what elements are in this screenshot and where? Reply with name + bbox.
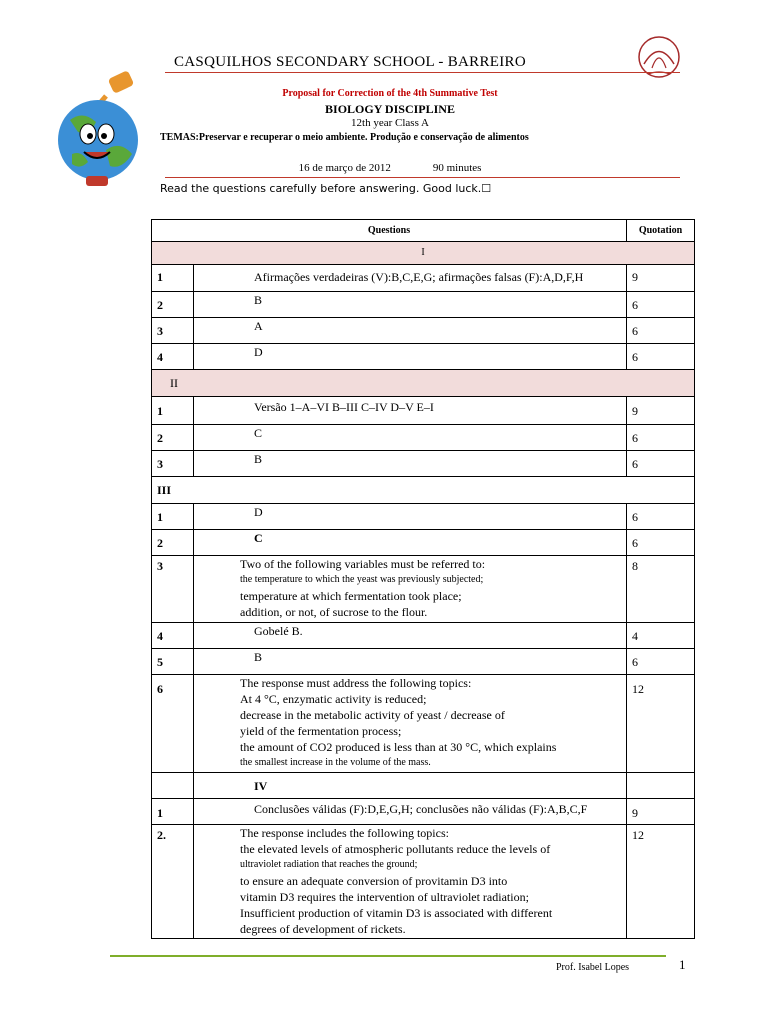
answer-text: D — [194, 504, 627, 530]
question-number: 2 — [152, 425, 194, 451]
answer-line: the amount of CO2 produced is less than at 30 °C, which explains — [240, 740, 557, 754]
test-date: 16 de março de 2012 — [298, 162, 391, 174]
table-row — [152, 556, 695, 623]
question-number: 2. — [152, 825, 194, 939]
question-number: 4 — [152, 623, 194, 649]
section-label: IV — [194, 773, 627, 799]
answer-line: the smallest increase in the volume of the mass. — [240, 757, 431, 768]
teacher-name: Prof. Isabel Lopes — [556, 962, 630, 973]
answer-text: C — [194, 530, 627, 556]
table-row — [152, 799, 695, 825]
question-number: 2 — [152, 530, 194, 556]
quotation-value: 6 — [627, 292, 695, 318]
answer-text: B — [194, 292, 627, 318]
answer-text: A — [194, 318, 627, 344]
table-row — [152, 504, 695, 530]
question-number: 3 — [152, 556, 194, 623]
test-duration: 90 minutes — [432, 162, 482, 174]
answer-line: Two of the following variables must be referred to: — [240, 557, 486, 571]
answer-line: At 4 °C, enzymatic activity is reduced; — [240, 692, 427, 706]
answer-line: The response includes the following topics: — [240, 826, 449, 840]
question-number: 3 — [152, 318, 194, 344]
answer-line: temperature at which fermentation took place; — [240, 589, 462, 603]
quotation-value: 6 — [627, 530, 695, 556]
quotation-value: 6 — [627, 649, 695, 675]
answer-text: B — [194, 451, 627, 477]
answer-line: vitamin D3 requires the intervention of ultraviolet radiation; — [240, 890, 529, 904]
answer-line: Insufficient production of vitamin D3 is associated with different — [240, 906, 553, 920]
answer-text: B — [194, 649, 627, 675]
page-number: 1 — [679, 957, 686, 972]
table-row — [152, 344, 695, 370]
answer-line: addition, or not, of sucrose to the flour. — [240, 605, 428, 619]
question-number: 3 — [152, 451, 194, 477]
table-row — [152, 425, 695, 451]
question-number: 1 — [152, 265, 194, 292]
quotation-value: 4 — [627, 623, 695, 649]
themes: TEMAS:Preservar e recuperar o meio ambiente. Produção e conservação de alimentos — [160, 132, 529, 143]
answer-line: degrees of development of rickets. — [240, 922, 406, 936]
quotation-value: 9 — [627, 265, 695, 292]
quotation-value: 8 — [627, 556, 695, 623]
quotation-value: 6 — [627, 504, 695, 530]
section-label: II — [152, 370, 695, 397]
table-row — [152, 825, 695, 939]
section-row — [152, 477, 695, 504]
school-name: CASQUILHOS SECONDARY SCHOOL - BARREIRO — [174, 54, 526, 70]
question-number: 2 — [152, 292, 194, 318]
question-number: 1 — [152, 504, 194, 530]
answer-line: decrease in the metabolic activity of yeast / decrease of — [240, 708, 505, 722]
document-subtitle: Proposal for Correction of the 4th Summative Test — [282, 88, 498, 99]
quotation-value: 9 — [627, 799, 695, 825]
answer-line: the elevated levels of atmospheric pollutants reduce the levels of — [240, 842, 551, 856]
table-row — [152, 649, 695, 675]
answer-line: The response must address the following topics: — [240, 676, 472, 690]
question-number: 6 — [152, 675, 194, 773]
footer-divider — [110, 955, 666, 957]
quotation-value: 6 — [627, 318, 695, 344]
answer-line: ultraviolet radiation that reaches the ground; — [240, 859, 418, 870]
instructions: Read the questions carefully before answering. Good luck.☐ — [160, 182, 492, 195]
section-label: III — [152, 477, 695, 504]
date-line — [110, 162, 670, 174]
discipline-title: BIOLOGY DISCIPLINE — [325, 102, 455, 116]
quotation-value: 6 — [627, 451, 695, 477]
table-row — [152, 623, 695, 649]
question-number: 5 — [152, 649, 194, 675]
answer-text: Versão 1–A–VI B–III C–IV D–V E–I — [194, 397, 627, 425]
question-number: 4 — [152, 344, 194, 370]
answer-text: Conclusões válidas (F):D,E,G,H; conclusões não válidas (F):A,B,C,F — [194, 799, 627, 825]
section-row — [152, 773, 695, 799]
table-row — [152, 265, 695, 292]
section-row — [152, 242, 695, 265]
table-row — [152, 318, 695, 344]
section-label: I — [152, 242, 695, 265]
table-row — [152, 451, 695, 477]
answer-text: Gobelé B. — [194, 623, 627, 649]
table-header-row — [152, 220, 695, 242]
section-row — [152, 370, 695, 397]
quotation-header: Quotation — [627, 220, 695, 242]
answer-line: yield of the fermentation process; — [240, 724, 402, 738]
header-divider-bottom — [165, 177, 680, 178]
questions-header: Questions — [152, 220, 627, 242]
quotation-value: 12 — [627, 825, 695, 939]
table-row — [152, 530, 695, 556]
answer-text: C — [194, 425, 627, 451]
quotation-value: 12 — [627, 675, 695, 773]
class-year: 12th year Class A — [351, 117, 429, 129]
quotation-value: 9 — [627, 397, 695, 425]
question-number: 1 — [152, 397, 194, 425]
answer-text: D — [194, 344, 627, 370]
table-row — [152, 397, 695, 425]
quotation-value: 6 — [627, 344, 695, 370]
table-row — [152, 292, 695, 318]
table-row — [152, 675, 695, 773]
answer-text: Afirmações verdadeiras (V):B,C,E,G; afirmações falsas (F):A,D,F,H — [194, 265, 627, 292]
answer-line: the temperature to which the yeast was previously subjected; — [240, 574, 484, 585]
answer-line: to ensure an adequate conversion of provitamin D3 into — [240, 874, 508, 888]
header-divider — [165, 72, 680, 73]
answer-table — [151, 219, 695, 939]
question-number: 1 — [152, 799, 194, 825]
quotation-value: 6 — [627, 425, 695, 451]
